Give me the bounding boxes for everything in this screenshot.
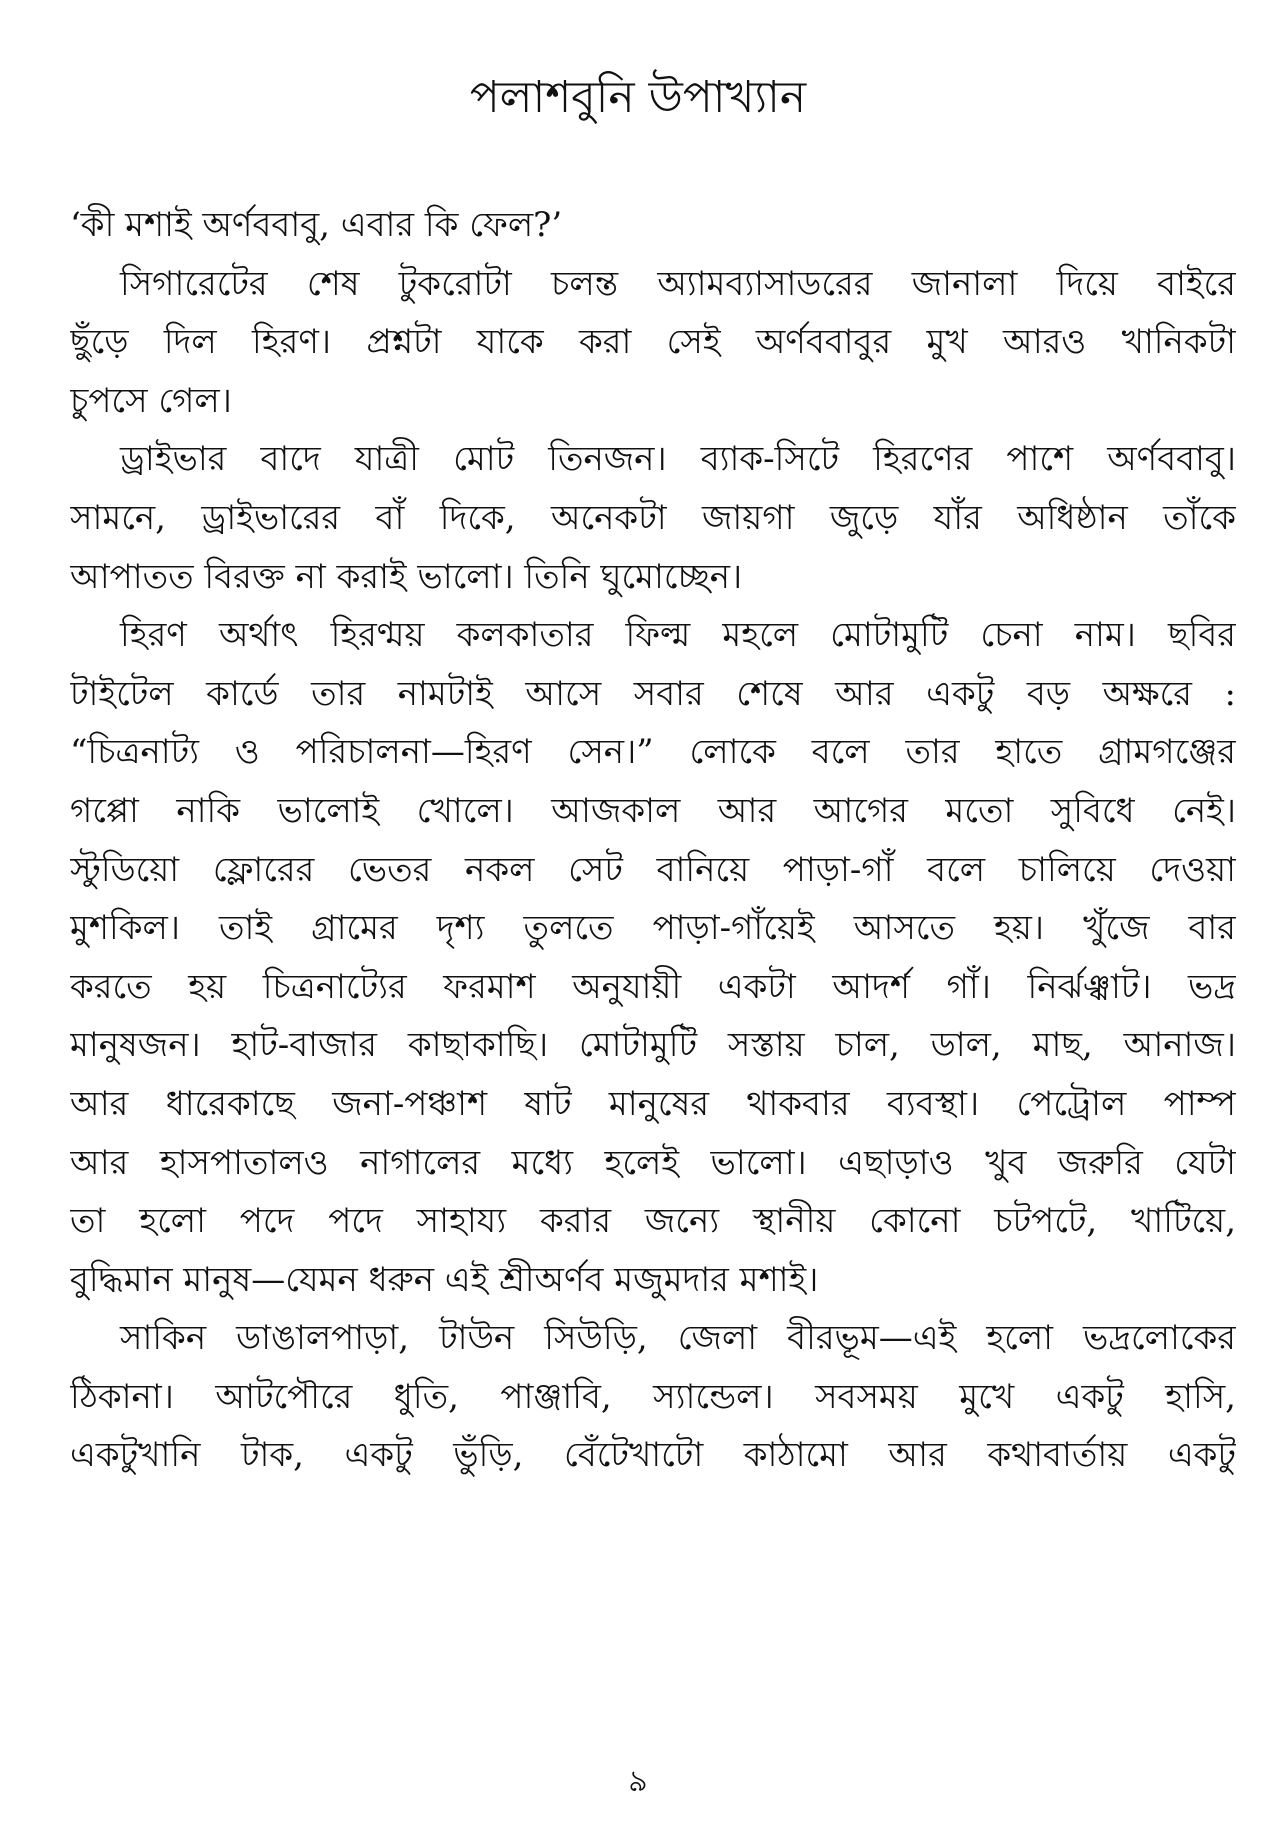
text-line: হিরণ অর্থাৎ হিরণ্ময় কলকাতার ফিল্ম মহলে মোটামুটি চেনা নাম। ছবির: [120, 615, 1236, 656]
text-line: ছুঁড়ে দিল হিরণ। প্রশ্নটা যাকে করা সেই অর্ণববাবুর মুখ আরও খানিকটা: [70, 322, 1236, 363]
text-line: চুপসে গেল।: [70, 380, 232, 421]
text-line: করতে হয় চিত্রনাট্যের ফরমাশ অনুযায়ী একটা আদর্শ গাঁ। নির্ঝঞ্ঝাট। ভদ্র: [70, 966, 1236, 1007]
text-line: ড্রাইভার বাদে যাত্রী মোট তিনজন। ব্যাক-সিটে হিরণের পাশে অর্ণববাবু।: [120, 439, 1236, 480]
text-line: সামনে, ড্রাইভারের বাঁ দিকে, অনেকটা জায়গা জুড়ে যাঁর অধিষ্ঠান তাঁকে: [70, 497, 1236, 538]
text-line: তা হলো পদে পদে সাহায্য করার জন্যে স্থানীয় কোনো চটপটে, খাটিয়ে,: [70, 1201, 1236, 1242]
text-line: আর ধারেকাছে জনা-পঞ্চাশ ষাট মানুষের থাকবার ব্যবস্থা। পেট্রোল পাম্প: [70, 1083, 1236, 1124]
text-line: ঠিকানা। আটপৌরে ধুতি, পাঞ্জাবি, স্যান্ডেল। সবসময় মুখে একটু হাসি,: [70, 1376, 1236, 1417]
text-line: সাকিন ডাঙালপাড়া, টাউন সিউড়ি, জেলা বীরভূম—এই হলো ভদ্রলোকের: [120, 1318, 1236, 1359]
body-text: [70, 196, 1236, 1485]
text-line: স্টুডিয়ো ফ্লোরের ভেতর নকল সেট বানিয়ে পাড়া-গাঁ বলে চালিয়ে দেওয়া: [70, 849, 1236, 890]
text-line: একটুখানি টাক, একটু ভুঁড়ি, বেঁটেখাটো কাঠামো আর কথাবার্তায় একটু: [70, 1435, 1236, 1476]
text-line: “চিত্রনাট্য ও পরিচালনা—হিরণ সেন।” লোকে বলে তার হাতে গ্রামগঞ্জের: [70, 732, 1236, 773]
text-line: মানুষজন। হাট-বাজার কাছাকাছি। মোটামুটি সস্তায় চাল, ডাল, মাছ, আনাজ।: [70, 1025, 1236, 1066]
text-line: বুদ্ধিমান মানুষ—যেমন ধরুন এই শ্রীঅর্ণব মজুমদার মশাই।: [70, 1259, 819, 1300]
text-line: টাইটেল কার্ডে তার নামটাই আসে সবার শেষে আর একটু বড় অক্ষরে :: [70, 673, 1236, 714]
text-line: ‘কী মশাই অর্ণববাবু, এবার কি ফেল?’: [70, 205, 563, 245]
page-number: ৯: [628, 1764, 648, 1799]
text-line: গপ্পো নাকি ভালোই খোলে। আজকাল আর আগের মতো সুবিধে নেই।: [70, 790, 1236, 831]
text-line: আপাতত বিরক্ত না করাই ভালো। তিনি ঘুমোচ্ছেন।: [70, 556, 743, 597]
chapter-title: পলাশবুনি উপাখ্যান: [469, 72, 807, 123]
text-line: আর হাসপাতালও নাগালের মধ্যে হলেই ভালো। এছাড়াও খুব জরুরি যেটা: [70, 1142, 1236, 1183]
text-line: সিগারেটের শেষ টুকরোটা চলন্ত অ্যামব্যাসাডরের জানালা দিয়ে বাইরে: [120, 263, 1236, 304]
text-line: মুশকিল। তাই গ্রামের দৃশ্য তুলতে পাড়া-গাঁয়েই আসতে হয়। খুঁজে বার: [70, 908, 1236, 949]
